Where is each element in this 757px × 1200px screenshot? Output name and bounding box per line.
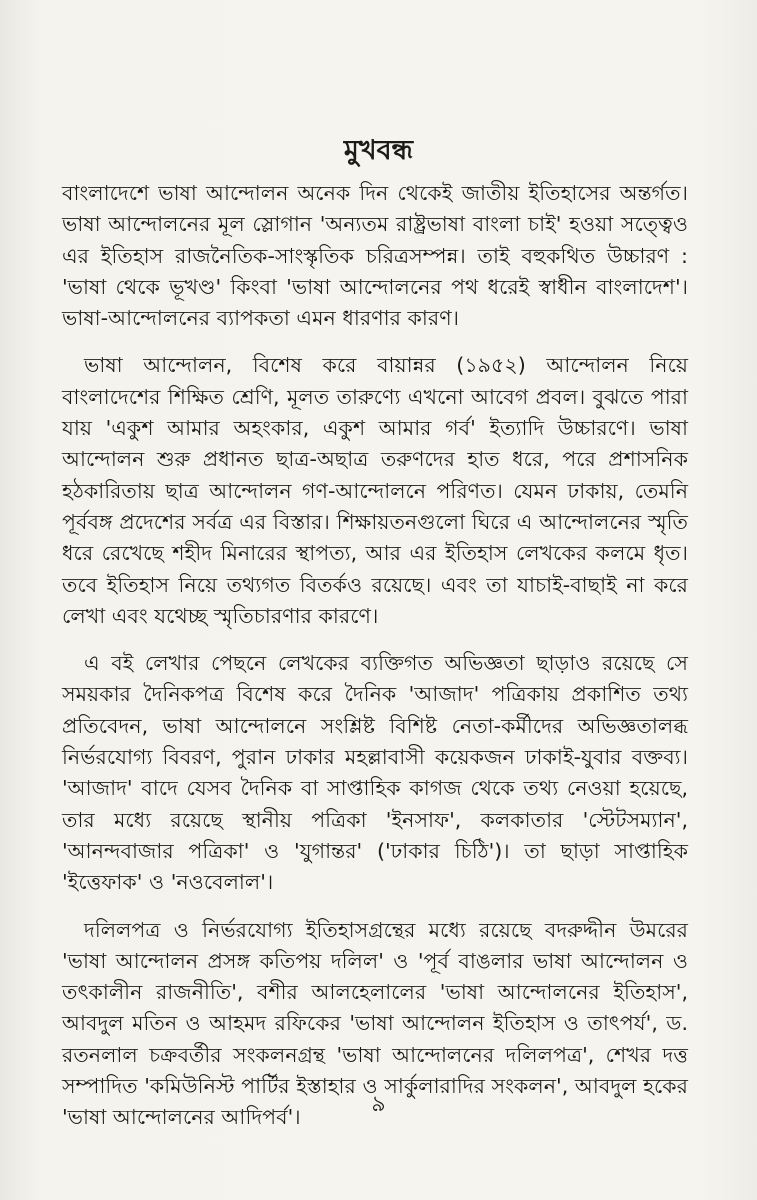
paragraph-3: এ বই লেখার পেছনে লেখকের ব্যক্তিগত অভিজ্ঞতা ছাড়াও রয়েছে সে সময়কার দৈনিকপত্র বিশেষ করে দৈনিক 'আজাদ' পত্রিকায় প্রকাশিত তথ্য প্রতিবেদন, ভাষা আন্দোলনে সংশ্লিষ্ট বিশিষ্ট নেতা-কর্মীদের অভিজ্ঞতালব্ধ নির্ভরযোগ্য বিবরণ, পুরান ঢাকার মহল্লাবাসী কয়েকজন ঢাকাই-যুবার বক্তব্য। 'আজাদ' বাদে যেসব দৈনিক বা সাপ্তাহিক কাগজ থেকে তথ্য নেওয়া হয়েছে, তার মধ্যে রয়েছে স্থানীয় পত্রিকা 'ইনসাফ', কলকাতার 'স্টেটসম্যান', 'আনন্দবাজার পত্রিকা' ও 'যুগান্তর' ('ঢাকার চিঠি')। তা ছাড়া সাপ্তাহিক 'ইত্তেফাক' ও 'নওবেলাল'। [62,651,688,895]
page-body [62,178,688,1150]
page-number: ৯ [371,1092,386,1117]
paragraph-2: ভাষা আন্দোলন, বিশেষ করে বায়ান্নর (১৯৫২) আন্দোলন নিয়ে বাংলাদেশের শিক্ষিত শ্রেণি, মূলত তারুণ্যে এখনো আবেগ প্রবল। বুঝতে পারা যায় 'একুশ আমার অহংকার, একুশ আমার গর্ব' ইত্যাদি উচ্চারণে। ভাষা আন্দোলন শুরু প্রধানত ছাত্র-অছাত্র তরুণদের হাত ধরে, পরে প্রশাসনিক হঠকারিতায় ছাত্র আন্দোলন গণ-আন্দোলনে পরিণত। যেমন ঢাকায়, তেমনি পূর্ববঙ্গ প্রদেশের সর্বত্র এর বিস্তার। শিক্ষায়তনগুলো ঘিরে এ আন্দোলনের স্মৃতি ধরে রেখেছে শহীদ মিনারের স্থাপত্য, আর এর ইতিহাস লেখকের কলমে ধৃত। তবে ইতিহাস নিয়ে তথ্যগত বিতর্কও রয়েছে। এবং তা যাচাই-বাছাই না করে লেখা এবং যথেচ্ছ স্মৃতিচারণার কারণে। [62,353,688,628]
paragraph-4: দলিলপত্র ও নির্ভরযোগ্য ইতিহাসগ্রন্থের মধ্যে রয়েছে বদরুদ্দীন উমরের 'ভাষা আন্দোলন প্রসঙ্গ কতিপয় দলিল' ও 'পূর্ব বাঙলার ভাষা আন্দোলন ও তৎকালীন রাজনীতি', বশীর আলহেলালের 'ভাষা আন্দোলনের ইতিহাস', আবদুল মতিন ও আহমদ রফিকের 'ভাষা আন্দোলন ইতিহাস ও তাৎপর্য', ড. রতনলাল চক্রবর্তীর সংকলনগ্রন্থ 'ভাষা আন্দোলনের দলিলপত্র', শেখর দত্ত সম্পাদিত 'কমিউনিস্ট পার্টির ইস্তাহার ও সার্কুলারাদির সংকলন', আবদুল হকের 'ভাষা আন্দোলনের আদিপর্ব'। [62,917,688,1130]
page-title: মুখবন্ধ [343,135,414,166]
paragraph-1: বাংলাদেশে ভাষা আন্দোলন অনেক দিন থেকেই জাতীয় ইতিহাসের অন্তর্গত। ভাষা আন্দোলনের মূল স্লোগান 'অন্যতম রাষ্ট্রভাষা বাংলা চাই' হওয়া সত্ত্বেও এর ইতিহাস রাজনৈতিক-সাংস্কৃতিক চরিত্রসম্পন্ন। তাই বহুকথিত উচ্চারণ : 'ভাষা থেকে ভূখণ্ড' কিংবা 'ভাষা আন্দোলনের পথ ধরেই স্বাধীন বাংলাদেশ'। ভাষা-আন্দোলনের ব্যাপকতা এমন ধারণার কারণ। [62,181,688,331]
